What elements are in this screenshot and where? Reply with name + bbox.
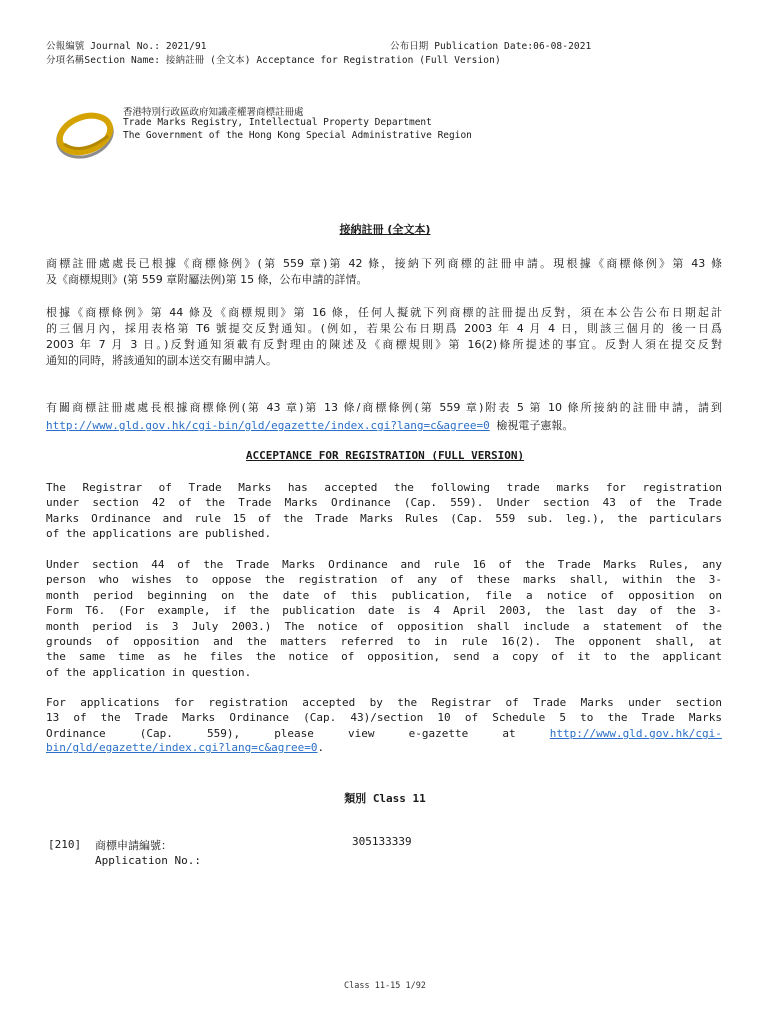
english-paragraph-3 bbox=[46, 695, 722, 726]
english-paragraph-2 bbox=[46, 557, 722, 680]
egazette-link-english-part-1[interactable]: http://www.gld.gov.hk/cgi- bbox=[549, 727, 722, 740]
chinese-paragraph-2 bbox=[46, 305, 722, 369]
journal-number: 公報編號 Journal No.: 2021/91 bbox=[46, 41, 207, 52]
text-line: grounds of opposition and the matters referred to in rule 16(2). The opponent shall, at bbox=[46, 635, 722, 649]
text-line: Marks Ordinance and rule 15 of the Trade Marks Rules (Cap. 559 sub. leg.), the particulars bbox=[46, 511, 722, 525]
text-line: of the application in question. bbox=[46, 665, 252, 679]
text-line: month period is 3 July 2003.) The notice of opposition shall include a statement of the bbox=[46, 619, 722, 633]
text-line: Under section 44 of the Trade Marks Ordinance and rule 16 of the Trade Marks Rules, any bbox=[46, 558, 722, 571]
text-fragment: 檢視電子憲報。 bbox=[496, 419, 574, 432]
text-word: (Cap. bbox=[139, 727, 173, 740]
text-word: view bbox=[348, 727, 375, 740]
english-title: ACCEPTANCE FOR REGISTRATION (FULL VERSION) bbox=[245, 449, 525, 462]
trade-marks-registry-logo bbox=[52, 106, 118, 162]
text-line: of the applications are published. bbox=[46, 527, 272, 541]
class-heading bbox=[0, 790, 770, 806]
egazette-link-chinese[interactable]: http://www.gld.gov.hk/cgi-bin/gld/egazette/index.cgi?lang=c&agree=0 bbox=[46, 419, 490, 432]
application-number-label-english: Application No.: bbox=[95, 854, 201, 867]
text-word: e-gazette bbox=[408, 727, 469, 740]
text-line: 的三個月內，採用表格第 T6 號提交反對通知。(例如，若果公布日期爲 2003 年 4 月 4 日，則該三個月的 後一日爲 bbox=[46, 322, 722, 335]
text-line: 根據《商標條例》第 44 條及《商標規則》第 16 條，任何人擬就下列商標的註冊提出反對，須在本公告公布日期起計 bbox=[46, 306, 722, 319]
application-number-label-chinese: 商標申請編號： bbox=[95, 839, 172, 852]
text-word: at bbox=[502, 727, 516, 740]
english-paragraph-3-line-3 bbox=[46, 726, 722, 741]
department-name-english: Trade Marks Registry, Intellectual Property Department bbox=[123, 117, 432, 128]
class-heading-chinese: 類別 bbox=[344, 792, 367, 805]
page-footer: Class 11-15 1/92 bbox=[344, 981, 426, 991]
text-word: please bbox=[274, 727, 314, 740]
chinese-title: 接納註冊 (全文本) bbox=[339, 223, 431, 236]
government-name-english: The Government of the Hong Kong Special Administrative Region bbox=[123, 130, 472, 141]
text-line: For applications for registration accepted by the Registrar of Trade Marks under section bbox=[46, 696, 722, 709]
text-line: 及《商標規則》(第 559 章附屬法例)第 15 條，公布申請的詳情。 bbox=[46, 273, 368, 286]
text-line: 13 of the Trade Marks Ordinance (Cap. 43)/section 10 of Schedule 5 to the Trade Marks bbox=[46, 711, 722, 725]
text-line: 商標註冊處處長已根據《商標條例》(第 559 章)第 42 條，接納下列商標的註冊申請。現根據《商標條例》第 43 條 bbox=[46, 257, 722, 270]
text-line: 通知的同時，將該通知的副本送交有關申請人。 bbox=[46, 354, 277, 367]
publication-date: 公布日期 Publication Date:06-08-2021 bbox=[390, 41, 592, 52]
text-line: month period beginning on the date of this publication, file a notice of opposition on bbox=[46, 588, 722, 602]
section-name: 分項名稱Section Name: 接納註冊 (全文本) Acceptance for Registration (Full Version) bbox=[46, 55, 501, 66]
english-paragraph-1 bbox=[46, 480, 722, 542]
text-line: 2003 年 7 月 3 日。)反對通知須載有反對理由的陳述及《商標規則》第 16(2)條所提述的事宜。反對人須在提交反對 bbox=[46, 338, 722, 351]
chinese-paragraph-3 bbox=[46, 400, 722, 416]
text-line: The Registrar of Trade Marks has accepted the following trade marks for registration bbox=[46, 481, 722, 494]
field-code-210: [210] bbox=[48, 838, 82, 851]
egazette-link-english-part-2[interactable]: bin/gld/egazette/index.cgi?lang=c&agree=0 bbox=[46, 741, 318, 754]
chinese-paragraph-1 bbox=[46, 256, 722, 288]
text-line: the same time as he files the notice of opposition, send a copy of it to the applicant bbox=[46, 650, 722, 664]
department-name-chinese: 香港特別行政區政府知識產權署商標註冊處 bbox=[123, 107, 304, 118]
text-word: 559), bbox=[206, 727, 241, 740]
class-heading-english: Class 11 bbox=[372, 792, 426, 805]
text-line: 有關商標註冊處處長根據商標條例(第 43 章)第 13 條/商標條例(第 559 章)附表 5 第 10 條所接納的註冊申請，請到 bbox=[46, 401, 722, 414]
text-fragment: . bbox=[317, 741, 325, 754]
text-line: person who wishes to oppose the registration of any of these marks shall, within the 3- bbox=[46, 573, 722, 587]
application-number-value: 305133339 bbox=[352, 835, 412, 848]
text-line: Form T6. (For example, if the publication date is 4 April 2003, the last day of the 3- bbox=[46, 604, 722, 618]
text-word: Ordinance bbox=[46, 727, 106, 740]
text-line: under section 42 of the Trade Marks Ordinance (Cap. 559). Under section 43 of the Trade bbox=[46, 496, 722, 510]
